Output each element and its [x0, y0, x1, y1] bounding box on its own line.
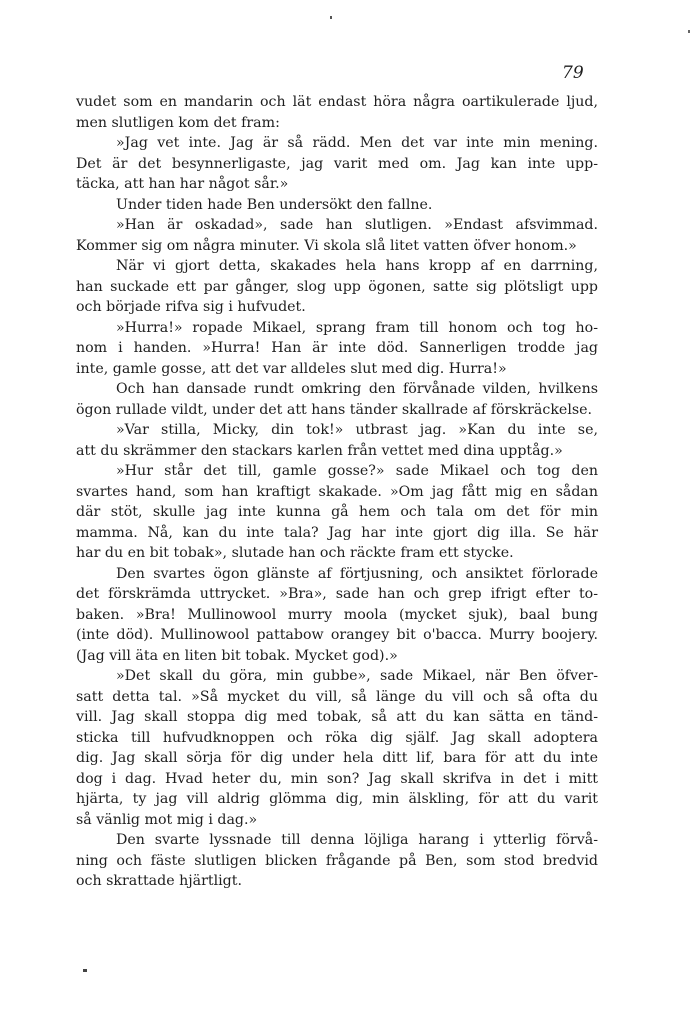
text-line: dog i dag. Hvad heter du, min son? Jag skall skrifva in det i mitt [76, 770, 598, 787]
text-line: vudet som en mandarin och lät endast höra några oartikulerade ljud, [76, 94, 598, 110]
text-line: ning och fäste slutligen blicken frågande på Ben, som stod bredvid [76, 852, 598, 869]
text-line: mamma. Nå, kan du inte tala? Jag har inte gjort dig illa. Se här [76, 524, 598, 541]
text-line: ögon rullade vildt, under det att hans tänder skallrade af förskräckelse. [76, 401, 593, 418]
text-line: det förskrämda uttrycket. »Bra», sade han och grep ifrigt efter to- [76, 586, 598, 602]
text-line: inte, gamle gosse, att det var alldeles slut med dig. Hurra!» [76, 360, 507, 377]
text-line: han suckade ett par gånger, slog upp ögonen, satte sig plötsligt upp [76, 278, 598, 295]
text-line: När vi gjort detta, skakades hela hans kropp af en darrning, [116, 258, 598, 274]
text-line: Den svarte lyssnade till denna löjliga harang i ytterlig förvå- [116, 832, 598, 848]
text-line: »Jag vet inte. Jag är så rädd. Men det var inte min mening. [116, 135, 598, 151]
text-line: (inte död). Mullinowool pattabow orangey bit o'bacca. Murry boojery. [76, 627, 598, 643]
text-line: och skrattade hjärtligt. [76, 873, 242, 889]
text-line: hjärta, ty jag vill aldrig glömma dig, min älskling, för att du varit [76, 791, 598, 807]
text-line: har du en bit tobak», slutade han och räckte fram ett stycke. [76, 545, 514, 561]
text-line: täcka, att han har något sår.» [76, 176, 289, 192]
scan-speck-bottom [83, 969, 87, 972]
text-line: Och han dansade rundt omkring den förvånade vilden, hvilkens [116, 381, 598, 397]
text-line: där stöt, skulle jag inte kunna gå hem och tala om det för min [76, 504, 598, 520]
text-line: Det är det besynnerligaste, jag varit med om. Jag kan inte upp- [76, 155, 598, 172]
body-text [76, 92, 598, 892]
text-line: »Han är oskadad», sade han slutligen. »Endast afsvimmad. [116, 217, 598, 233]
text-line: »Hur står det till, gamle gosse?» sade Mikael och tog den [116, 463, 598, 479]
text-line: »Hurra!» ropade Mikael, sprang fram till honom och tog ho- [116, 319, 598, 336]
text-line: »Det skall du göra, min gubbe», sade Mikael, när Ben öfver- [116, 668, 598, 684]
text-line: vill. Jag skall stoppa dig med tobak, så att du kan sätta en tänd- [76, 709, 598, 725]
scan-speck-top [330, 16, 332, 19]
text-line: Kommer sig om några minuter. Vi skola slå litet vatten öfver honom.» [76, 237, 577, 254]
text-line: (Jag vill äta en liten bit tobak. Mycket god).» [76, 647, 398, 664]
text-line: Den svartes ögon glänste af förtjusning, och ansiktet förlorade [116, 565, 598, 582]
text-line: sticka till hufvudknoppen och röka dig själf. Jag skall adoptera [76, 729, 598, 746]
text-line: men slutligen kom det fram: [76, 114, 280, 131]
text-line: »Var stilla, Micky, din tok!» utbrast jag. »Kan du inte se, [116, 422, 598, 438]
text-line: satt detta tal. »Så mycket du vill, så länge du vill och så ofta du [76, 688, 598, 705]
text-line: och började rifva sig i hufvudet. [76, 299, 306, 315]
text-line: svartes hand, som han kraftigt skakade. »Om jag fått mig en sådan [76, 483, 598, 500]
scan-speck-right [688, 30, 690, 33]
text-line: så vänlig mot mig i dag.» [76, 811, 258, 828]
page-number: 79 [562, 63, 584, 83]
text-line: baken. »Bra! Mullinowool murry moola (mycket sjuk), baal bung [76, 606, 598, 623]
text-line: nom i handen. »Hurra! Han är inte död. Sannerligen trodde jag [76, 340, 598, 356]
text-line: att du skrämmer den stackars karlen från vettet med dina upptåg.» [76, 442, 563, 459]
text-line: Under tiden hade Ben undersökt den fallne. [116, 196, 433, 213]
text-line: dig. Jag skall sörja för dig under hela ditt lif, bara för att du inte [76, 750, 598, 766]
